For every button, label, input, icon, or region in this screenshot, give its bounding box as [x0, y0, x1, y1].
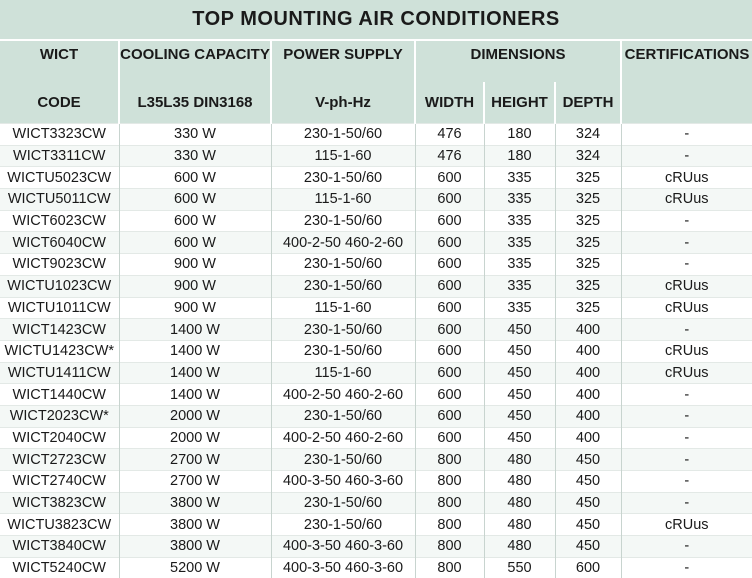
- cell-width: 600: [415, 319, 484, 341]
- cell-code: WICTU1011CW: [0, 297, 119, 319]
- cell-capacity: 2000 W: [119, 405, 271, 427]
- table-row: [0, 319, 752, 341]
- cell-power: 400-2-50 460-2-60: [271, 384, 415, 406]
- cell-width: 600: [415, 254, 484, 276]
- cell-width: 600: [415, 362, 484, 384]
- cell-cert: -: [621, 145, 752, 167]
- cell-cert: cRUus: [621, 275, 752, 297]
- header-certifications: CERTIFICATIONS: [621, 41, 752, 82]
- cell-power: 400-3-50 460-3-60: [271, 536, 415, 558]
- cell-height: 335: [484, 275, 555, 297]
- cell-power: 230-1-50/60: [271, 340, 415, 362]
- header-dimensions: DIMENSIONS: [415, 41, 621, 82]
- cell-capacity: 600 W: [119, 189, 271, 211]
- cell-code: WICT3840CW: [0, 536, 119, 558]
- cell-code: WICT6040CW: [0, 232, 119, 254]
- cell-depth: 400: [555, 340, 621, 362]
- header-cert-blank: [621, 82, 752, 124]
- table-row: [0, 536, 752, 558]
- cell-height: 335: [484, 232, 555, 254]
- table-row: [0, 492, 752, 514]
- cell-height: 480: [484, 492, 555, 514]
- table-row: [0, 362, 752, 384]
- cell-code: WICT1423CW: [0, 319, 119, 341]
- cell-height: 180: [484, 145, 555, 167]
- cell-code: WICT1440CW: [0, 384, 119, 406]
- cell-depth: 450: [555, 514, 621, 536]
- cell-depth: 600: [555, 557, 621, 578]
- cell-height: 335: [484, 254, 555, 276]
- cell-capacity: 330 W: [119, 124, 271, 146]
- cell-power: 230-1-50/60: [271, 254, 415, 276]
- cell-depth: 325: [555, 167, 621, 189]
- cell-cert: -: [621, 254, 752, 276]
- table-row: [0, 275, 752, 297]
- cell-cert: -: [621, 319, 752, 341]
- cell-capacity: 330 W: [119, 145, 271, 167]
- cell-height: 550: [484, 557, 555, 578]
- table-row: [0, 471, 752, 493]
- cell-depth: 325: [555, 210, 621, 232]
- cell-width: 600: [415, 167, 484, 189]
- cell-cert: -: [621, 210, 752, 232]
- table-row: [0, 210, 752, 232]
- cell-capacity: 3800 W: [119, 514, 271, 536]
- cell-code: WICT2023CW*: [0, 405, 119, 427]
- cell-depth: 324: [555, 124, 621, 146]
- cell-power: 230-1-50/60: [271, 167, 415, 189]
- cell-height: 335: [484, 189, 555, 211]
- cell-code: WICT2740CW: [0, 471, 119, 493]
- cell-width: 800: [415, 514, 484, 536]
- cell-height: 450: [484, 405, 555, 427]
- table-row: [0, 405, 752, 427]
- cell-capacity: 900 W: [119, 254, 271, 276]
- header-code-bottom: CODE: [0, 82, 119, 124]
- cell-power: 400-2-50 460-2-60: [271, 427, 415, 449]
- header-depth: DEPTH: [555, 82, 621, 124]
- cell-power: 230-1-50/60: [271, 449, 415, 471]
- cell-depth: 450: [555, 471, 621, 493]
- cell-code: WICTU1023CW: [0, 275, 119, 297]
- cell-capacity: 1400 W: [119, 384, 271, 406]
- cell-power: 400-2-50 460-2-60: [271, 232, 415, 254]
- cell-cert: -: [621, 124, 752, 146]
- cell-code: WICT2040CW: [0, 427, 119, 449]
- cell-capacity: 900 W: [119, 275, 271, 297]
- cell-code: WICT3311CW: [0, 145, 119, 167]
- cell-power: 230-1-50/60: [271, 405, 415, 427]
- header-width: WIDTH: [415, 82, 484, 124]
- header-cooling-bottom: L35L35 DIN3168: [119, 82, 271, 124]
- cell-height: 450: [484, 384, 555, 406]
- cell-capacity: 900 W: [119, 297, 271, 319]
- cell-power: 115-1-60: [271, 145, 415, 167]
- cell-cert: cRUus: [621, 167, 752, 189]
- header-power-bottom: V-ph-Hz: [271, 82, 415, 124]
- cell-code: WICTU5011CW: [0, 189, 119, 211]
- cell-power: 230-1-50/60: [271, 124, 415, 146]
- table-title: TOP MOUNTING AIR CONDITIONERS: [0, 0, 752, 41]
- cell-cert: -: [621, 492, 752, 514]
- cell-width: 600: [415, 210, 484, 232]
- cell-height: 335: [484, 297, 555, 319]
- cell-height: 480: [484, 536, 555, 558]
- cell-code: WICTU5023CW: [0, 167, 119, 189]
- cell-height: 335: [484, 167, 555, 189]
- header-height: HEIGHT: [484, 82, 555, 124]
- cell-capacity: 5200 W: [119, 557, 271, 578]
- cell-cert: -: [621, 471, 752, 493]
- cell-depth: 325: [555, 232, 621, 254]
- cell-depth: 400: [555, 405, 621, 427]
- cell-height: 450: [484, 362, 555, 384]
- cell-power: 115-1-60: [271, 189, 415, 211]
- table-row: [0, 254, 752, 276]
- table-row: [0, 514, 752, 536]
- cell-width: 800: [415, 471, 484, 493]
- table-row: [0, 449, 752, 471]
- cell-power: 115-1-60: [271, 362, 415, 384]
- header-row-bottom: [0, 82, 752, 124]
- table-row: [0, 297, 752, 319]
- cell-cert: cRUus: [621, 362, 752, 384]
- header-cooling-top: COOLING CAPACITY: [119, 41, 271, 82]
- cell-code: WICT2723CW: [0, 449, 119, 471]
- header-row-top: [0, 41, 752, 82]
- cell-width: 600: [415, 427, 484, 449]
- cell-capacity: 2700 W: [119, 449, 271, 471]
- cell-cert: -: [621, 384, 752, 406]
- cell-width: 600: [415, 232, 484, 254]
- cell-capacity: 600 W: [119, 167, 271, 189]
- table-row: [0, 557, 752, 578]
- cell-height: 180: [484, 124, 555, 146]
- cell-cert: cRUus: [621, 340, 752, 362]
- cell-power: 230-1-50/60: [271, 319, 415, 341]
- cell-capacity: 600 W: [119, 210, 271, 232]
- table-row: [0, 124, 752, 146]
- spec-table: [0, 41, 752, 578]
- cell-width: 800: [415, 449, 484, 471]
- cell-cert: -: [621, 557, 752, 578]
- cell-height: 480: [484, 514, 555, 536]
- cell-power: 400-3-50 460-3-60: [271, 557, 415, 578]
- cell-capacity: 3800 W: [119, 492, 271, 514]
- cell-depth: 325: [555, 275, 621, 297]
- cell-code: WICT3823CW: [0, 492, 119, 514]
- cell-cert: -: [621, 536, 752, 558]
- cell-code: WICT6023CW: [0, 210, 119, 232]
- cell-code: WICT3323CW: [0, 124, 119, 146]
- cell-depth: 325: [555, 254, 621, 276]
- cell-capacity: 2700 W: [119, 471, 271, 493]
- cell-width: 800: [415, 536, 484, 558]
- cell-height: 335: [484, 210, 555, 232]
- cell-power: 230-1-50/60: [271, 210, 415, 232]
- cell-depth: 325: [555, 297, 621, 319]
- cell-width: 600: [415, 189, 484, 211]
- cell-height: 450: [484, 319, 555, 341]
- cell-capacity: 1400 W: [119, 340, 271, 362]
- cell-power: 400-3-50 460-3-60: [271, 471, 415, 493]
- cell-power: 230-1-50/60: [271, 514, 415, 536]
- cell-width: 600: [415, 275, 484, 297]
- cell-capacity: 3800 W: [119, 536, 271, 558]
- cell-width: 800: [415, 492, 484, 514]
- cell-cert: cRUus: [621, 189, 752, 211]
- cell-height: 480: [484, 471, 555, 493]
- table-row: [0, 427, 752, 449]
- cell-cert: -: [621, 405, 752, 427]
- table-row: [0, 384, 752, 406]
- cell-depth: 400: [555, 427, 621, 449]
- cell-power: 230-1-50/60: [271, 492, 415, 514]
- cell-depth: 450: [555, 536, 621, 558]
- table-body: [0, 124, 752, 578]
- cell-capacity: 1400 W: [119, 319, 271, 341]
- cell-width: 600: [415, 384, 484, 406]
- cell-code: WICT5240CW: [0, 557, 119, 578]
- table-row: [0, 340, 752, 362]
- cell-depth: 400: [555, 384, 621, 406]
- table-row: [0, 232, 752, 254]
- cell-capacity: 1400 W: [119, 362, 271, 384]
- cell-code: WICTU1411CW: [0, 362, 119, 384]
- table-row: [0, 145, 752, 167]
- table-row: [0, 189, 752, 211]
- cell-height: 480: [484, 449, 555, 471]
- cell-code: WICT9023CW: [0, 254, 119, 276]
- header-power-top: POWER SUPPLY: [271, 41, 415, 82]
- cell-depth: 400: [555, 319, 621, 341]
- cell-width: 800: [415, 557, 484, 578]
- cell-depth: 324: [555, 145, 621, 167]
- cell-width: 600: [415, 340, 484, 362]
- cell-cert: -: [621, 232, 752, 254]
- header-code-top: WICT: [0, 41, 119, 82]
- cell-height: 450: [484, 427, 555, 449]
- cell-cert: -: [621, 427, 752, 449]
- cell-width: 600: [415, 297, 484, 319]
- cell-power: 115-1-60: [271, 297, 415, 319]
- table-row: [0, 167, 752, 189]
- cell-cert: -: [621, 449, 752, 471]
- cell-code: WICTU3823CW: [0, 514, 119, 536]
- cell-depth: 325: [555, 189, 621, 211]
- cell-power: 230-1-50/60: [271, 275, 415, 297]
- cell-depth: 400: [555, 362, 621, 384]
- cell-height: 450: [484, 340, 555, 362]
- cell-capacity: 600 W: [119, 232, 271, 254]
- cell-cert: cRUus: [621, 514, 752, 536]
- cell-cert: cRUus: [621, 297, 752, 319]
- cell-capacity: 2000 W: [119, 427, 271, 449]
- cell-width: 476: [415, 145, 484, 167]
- cell-width: 600: [415, 405, 484, 427]
- cell-depth: 450: [555, 492, 621, 514]
- cell-width: 476: [415, 124, 484, 146]
- cell-code: WICTU1423CW*: [0, 340, 119, 362]
- cell-depth: 450: [555, 449, 621, 471]
